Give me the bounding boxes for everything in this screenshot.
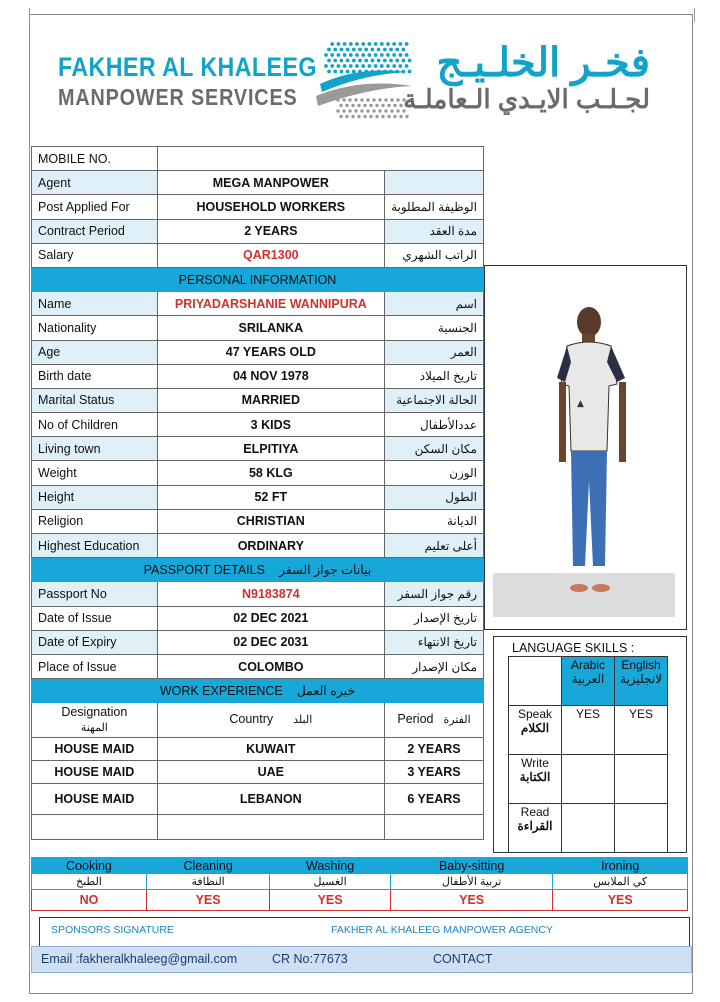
field-label-ar: عددالأطفال [384,413,483,437]
field-label-ar: أعلى تعليم [384,534,483,558]
language-skills-box [493,636,687,853]
skill-name-ar: الغسيل [270,874,391,890]
field-label-ar: تاريخ الانتهاء [384,630,483,654]
field-label: Date of Issue [32,606,158,630]
language-name-ar: لانجليزية [620,672,662,686]
field-label-ar: تاريخ الميلاد [384,364,483,388]
personal-row [32,461,484,485]
field-label-ar: اسم [384,292,483,316]
email-text: Email :fakheralkhaleeg@gmail.com [41,952,238,966]
personal-row [32,485,484,509]
period-column-label: Period [397,712,434,727]
work-row [32,784,484,815]
contact-label: CONTACT [433,952,493,966]
candidate-photo-frame [484,265,687,630]
field-value: ELPITIYA [157,437,384,461]
personal-row [32,292,484,316]
field-label: Agent [32,171,158,195]
designation-column [32,703,158,738]
language-name: Arabic [570,658,605,672]
language-english-value [615,804,668,853]
logo-text-ar-2: لجـلـب الايـدي الـعاملـة [403,84,650,114]
field-value: HOUSEHOLD WORKERS [157,195,384,219]
designation-column-label: Designation [61,704,128,719]
period-column-label-ar: الفترة [443,714,471,727]
field-label: Religion [32,509,158,533]
work-period: 3 YEARS [384,761,483,784]
personal-row [32,340,484,364]
field-label: Date of Expiry [32,630,158,654]
field-value: MARRIED [157,388,384,412]
period-column [384,703,483,738]
field-value: SRILANKA [157,316,384,340]
personal-row [32,388,484,412]
logo-emblem-icon [308,36,416,124]
language-skill-label [509,804,562,853]
work-designation: HOUSE MAID [32,784,158,815]
field-value: 3 KIDS [157,413,384,437]
field-label: Living town [32,437,158,461]
job-row [32,195,484,219]
field-label: Passport No [32,582,158,606]
work-period: 6 YEARS [384,784,483,815]
field-value: CHRISTIAN [157,509,384,533]
field-label-ar: مدة العقد [384,219,483,243]
skill-en: Read [520,805,550,819]
section-title-ar: بيانات جواز السفر [278,563,372,578]
skill-name-ar: كي الملابس [553,874,688,890]
contact-bar [31,946,692,973]
passport-header [32,558,484,582]
language-english-value: YES [615,706,668,755]
country-column-label-ar: البلد [293,714,313,727]
field-value: 58 KLG [157,461,384,485]
section-title: PASSPORT DETAILS [143,563,265,578]
field-value: QAR1300 [157,243,384,267]
logo-text-en-2: MANPOWER SERVICES [58,84,298,110]
skill-value: YES [390,890,553,911]
job-row [32,171,484,195]
skill-ar: الكلام [520,721,550,735]
passport-row [32,654,484,678]
language-skill-row [509,706,668,755]
field-label: Post Applied For [32,195,158,219]
work-designation: HOUSE MAID [32,738,158,761]
mobile-label: MOBILE NO. [32,147,158,171]
work-columns-row [32,703,484,738]
language-arabic-value [562,804,615,853]
field-value: 04 NOV 1978 [157,364,384,388]
personal-header [32,267,484,291]
personal-row [32,316,484,340]
field-label: Age [32,340,158,364]
passport-row [32,606,484,630]
field-label-ar: العمر [384,340,483,364]
crop-mark [29,8,44,22]
candidate-photo [485,266,686,629]
language-table [508,656,668,853]
country-column [157,703,384,738]
job-row [32,243,484,267]
mobile-row [32,147,484,171]
language-skills-title: LANGUAGE SKILLS : [512,641,635,655]
personal-row [32,437,484,461]
language-skill-label [509,706,562,755]
skill-ar: الكتابة [519,770,551,784]
skill-value: YES [553,890,688,911]
field-label-ar: الحالة الاجتماعية [384,388,483,412]
language-name: English [621,658,661,672]
skill-en: Speak [517,707,553,721]
work-country: UAE [157,761,384,784]
field-label: Nationality [32,316,158,340]
field-value: 02 DEC 2031 [157,630,384,654]
field-label-ar: الوزن [384,461,483,485]
field-value: ORDINARY [157,534,384,558]
language-col-arabic [562,657,615,706]
skill-name: Washing [270,858,391,874]
section-title: PERSONAL INFORMATION [178,272,337,287]
field-value: 52 FT [157,485,384,509]
field-value: 2 YEARS [157,219,384,243]
field-label-ar: الوظيفة المطلوبة [384,195,483,219]
skill-name: Ironing [553,858,688,874]
language-english-value [615,755,668,804]
skill-en: Write [521,756,549,770]
cv-table [31,146,484,840]
work-period [384,815,483,840]
language-corner [509,657,562,706]
field-label: Height [32,485,158,509]
language-arabic-value [562,755,615,804]
section-title: WORK EXPERIENCE [159,684,283,699]
field-label: Marital Status [32,388,158,412]
skill-value: YES [270,890,391,911]
field-label-ar: الجنسية [384,316,483,340]
field-value: N9183874 [157,582,384,606]
field-label-ar: الراتب الشهري [384,243,483,267]
skill-name: Baby-sitting [390,858,553,874]
language-header-row [509,657,668,706]
field-value: COLOMBO [157,654,384,678]
personal-row [32,534,484,558]
language-skill-row [509,804,668,853]
language-skill-row [509,755,668,804]
personal-row [32,509,484,533]
field-label: Contract Period [32,219,158,243]
field-label: Name [32,292,158,316]
skill-ar: القراءة [517,819,553,833]
field-value: MEGA MANPOWER [157,171,384,195]
svg-text:▲: ▲ [577,399,584,409]
field-label-ar: مكان السكن [384,437,483,461]
job-row [32,219,484,243]
personal-row [32,364,484,388]
work-row [32,738,484,761]
mobile-value [157,147,483,171]
work-designation: HOUSE MAID [32,761,158,784]
field-label-ar: رقم جواز السفر [384,582,483,606]
field-label: Highest Education [32,534,158,558]
language-skill-label [509,755,562,804]
work-period: 2 YEARS [384,738,483,761]
skill-name-ar: الطبخ [32,874,147,890]
field-label: No of Children [32,413,158,437]
crop-mark [680,8,695,22]
skill-name: Cleaning [146,858,269,874]
skills-table [31,857,688,911]
language-col-english [615,657,668,706]
field-value: 47 YEARS OLD [157,340,384,364]
field-value: PRIYADARSHANIE WANNIPURA [157,292,384,316]
logo-text-ar-1: فخـر الخلـيـج [436,41,650,85]
field-label-ar [384,171,483,195]
work-header [32,679,484,703]
signature-box [39,917,690,947]
field-label: Weight [32,461,158,485]
passport-row [32,582,484,606]
field-label: Birth date [32,364,158,388]
field-label-ar: الديانة [384,509,483,533]
logo-text-en-1: FAKHER AL KHALEEG [58,52,317,82]
personal-header-cell [32,267,484,291]
work-country [157,815,384,840]
field-label: Place of Issue [32,654,158,678]
cr-number: CR No:77673 [272,952,348,966]
field-label-ar: تاريخ الإصدار [384,606,483,630]
country-column-label: Country [229,712,274,727]
work-country: KUWAIT [157,738,384,761]
skill-name-ar: تربية الأطفال [390,874,553,890]
skill-name: Cooking [32,858,147,874]
language-name-ar: العربية [571,672,605,686]
work-designation [32,815,158,840]
designation-column-label-ar: المهنة [80,721,108,734]
sponsor-signature-label: SPONSORS SIGNATURE [51,924,174,936]
work-row [32,815,484,840]
section-title-ar: خبره العمل [296,684,356,699]
work-row [32,761,484,784]
work-header-cell [32,679,484,703]
work-country: LEBANON [157,784,384,815]
passport-header-cell [32,558,484,582]
field-label: Salary [32,243,158,267]
skill-name-ar: النظافة [146,874,269,890]
personal-row [32,413,484,437]
language-arabic-value: YES [562,706,615,755]
field-label-ar: الطول [384,485,483,509]
field-value: 02 DEC 2021 [157,606,384,630]
agency-name: FAKHER AL KHALEEG MANPOWER AGENCY [331,924,553,936]
passport-row [32,630,484,654]
field-label-ar: مكان الإصدار [384,654,483,678]
skill-value: YES [146,890,269,911]
skill-value: NO [32,890,147,911]
